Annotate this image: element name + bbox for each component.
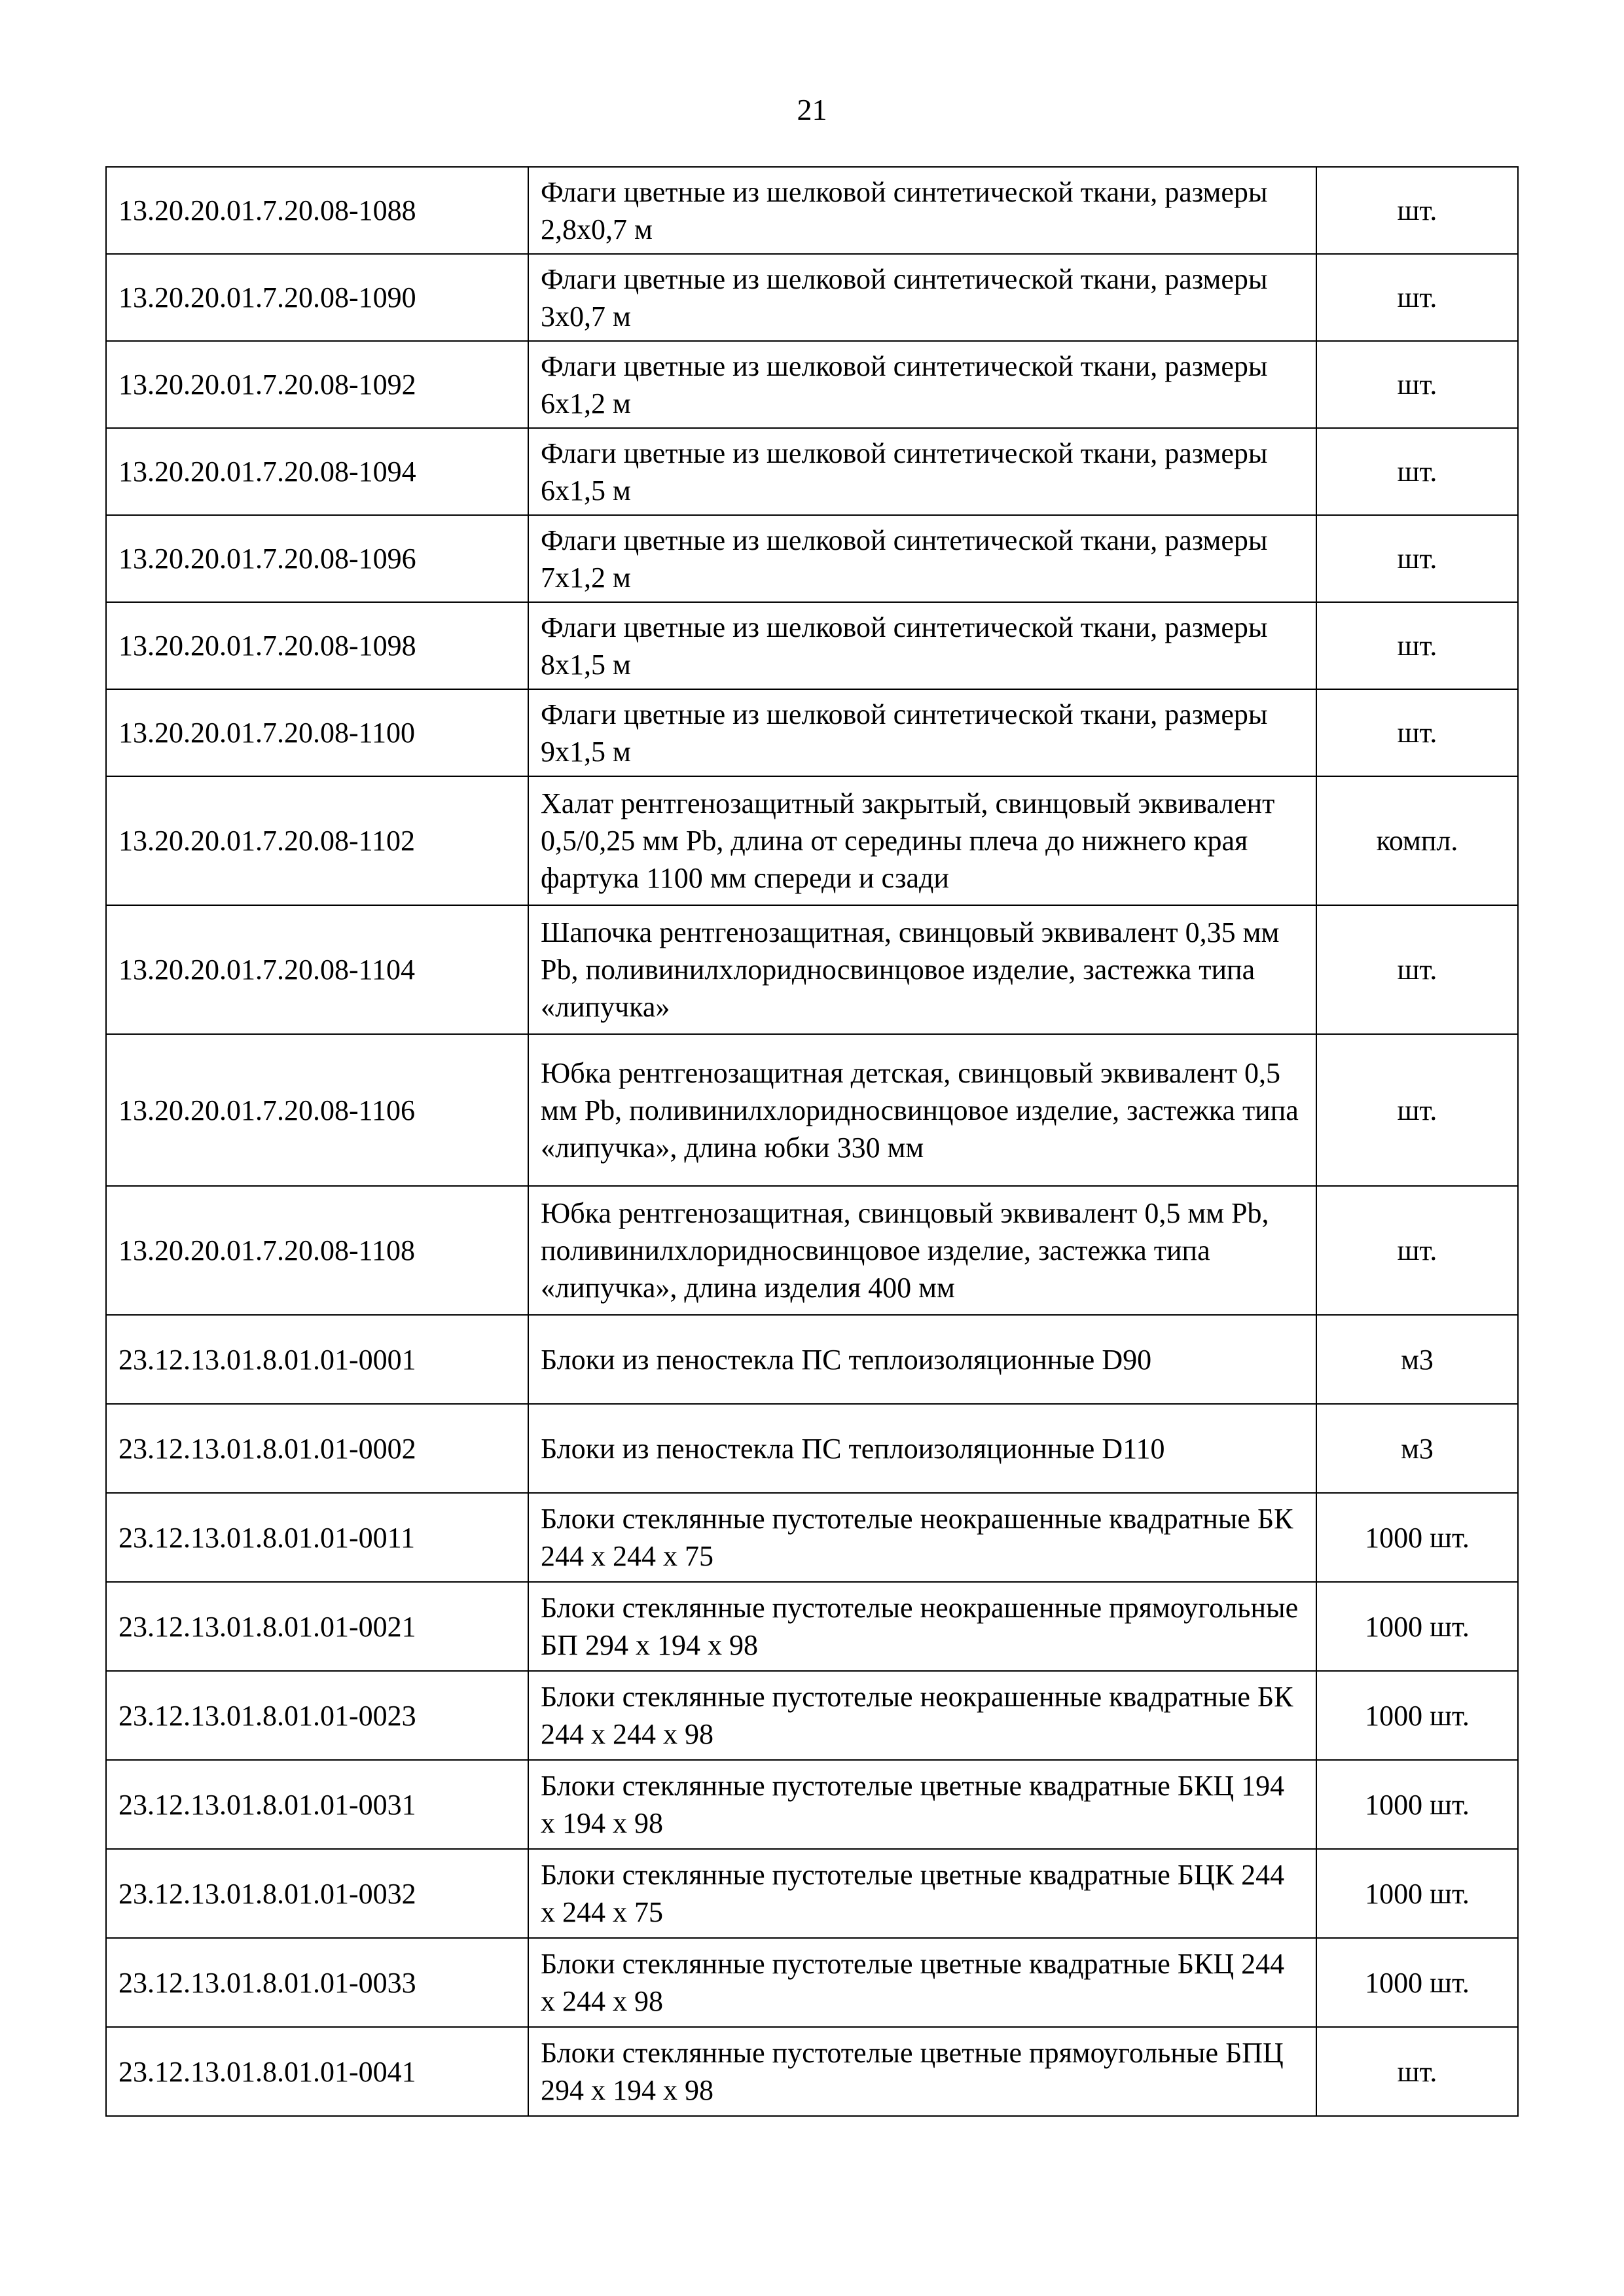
row-name: Блоки из пеностекла ПС теплоизоляционные D110 bbox=[528, 1404, 1316, 1493]
row-unit: шт. bbox=[1316, 602, 1518, 689]
row-code: 23.12.13.01.8.01.01-0031 bbox=[106, 1760, 528, 1849]
table-row bbox=[106, 2027, 1518, 2116]
row-code: 23.12.13.01.8.01.01-0021 bbox=[106, 1582, 528, 1671]
row-name: Блоки из пеностекла ПС теплоизоляционные D90 bbox=[528, 1315, 1316, 1404]
table-row bbox=[106, 341, 1518, 428]
table-row bbox=[106, 1493, 1518, 1582]
row-code: 13.20.20.01.7.20.08-1108 bbox=[106, 1186, 528, 1315]
row-name: Блоки стеклянные пустотелые неокрашенные прямоугольные БП 294 х 194 х 98 bbox=[528, 1582, 1316, 1671]
row-code: 13.20.20.01.7.20.08-1088 bbox=[106, 167, 528, 254]
table-row bbox=[106, 1582, 1518, 1671]
row-code: 23.12.13.01.8.01.01-0041 bbox=[106, 2027, 528, 2116]
row-name: Халат рентгенозащитный закрытый, свинцовый эквивалент 0,5/0,25 мм Pb, длина от середины плеча до нижнего края фартука 1100 мм спереди и сзади bbox=[528, 776, 1316, 905]
row-unit: компл. bbox=[1316, 776, 1518, 905]
row-name: Флаги цветные из шелковой синтетической ткани, размеры 3х0,7 м bbox=[528, 254, 1316, 341]
row-name: Флаги цветные из шелковой синтетической ткани, размеры 7х1,2 м bbox=[528, 515, 1316, 602]
row-unit: 1000 шт. bbox=[1316, 1582, 1518, 1671]
row-code: 23.12.13.01.8.01.01-0033 bbox=[106, 1938, 528, 2027]
table-row bbox=[106, 515, 1518, 602]
row-name: Флаги цветные из шелковой синтетической ткани, размеры 8х1,5 м bbox=[528, 602, 1316, 689]
row-name: Флаги цветные из шелковой синтетической ткани, размеры 2,8х0,7 м bbox=[528, 167, 1316, 254]
row-code: 13.20.20.01.7.20.08-1094 bbox=[106, 428, 528, 515]
row-code: 23.12.13.01.8.01.01-0001 bbox=[106, 1315, 528, 1404]
table-row bbox=[106, 1671, 1518, 1760]
row-code: 23.12.13.01.8.01.01-0023 bbox=[106, 1671, 528, 1760]
row-name: Флаги цветные из шелковой синтетической ткани, размеры 6х1,5 м bbox=[528, 428, 1316, 515]
row-unit: шт. bbox=[1316, 2027, 1518, 2116]
row-code: 23.12.13.01.8.01.01-0011 bbox=[106, 1493, 528, 1582]
row-name: Блоки стеклянные пустотелые неокрашенные квадратные БК 244 х 244 х 98 bbox=[528, 1671, 1316, 1760]
row-unit: шт. bbox=[1316, 428, 1518, 515]
row-code: 13.20.20.01.7.20.08-1104 bbox=[106, 905, 528, 1034]
row-unit: шт. bbox=[1316, 254, 1518, 341]
row-code: 13.20.20.01.7.20.08-1102 bbox=[106, 776, 528, 905]
row-unit: 1000 шт. bbox=[1316, 1671, 1518, 1760]
row-code: 23.12.13.01.8.01.01-0002 bbox=[106, 1404, 528, 1493]
row-unit: шт. bbox=[1316, 1186, 1518, 1315]
row-name: Флаги цветные из шелковой синтетической ткани, размеры 9х1,5 м bbox=[528, 689, 1316, 776]
row-name: Шапочка рентгенозащитная, свинцовый эквивалент 0,35 мм Pb, поливинилхлоридносвинцовое изделие, застежка типа «липучка» bbox=[528, 905, 1316, 1034]
row-code: 13.20.20.01.7.20.08-1090 bbox=[106, 254, 528, 341]
table-row bbox=[106, 428, 1518, 515]
row-code: 13.20.20.01.7.20.08-1096 bbox=[106, 515, 528, 602]
table-row bbox=[106, 1938, 1518, 2027]
row-name: Юбка рентгенозащитная детская, свинцовый эквивалент 0,5 мм Pb, поливинилхлоридносвинцовое изделие, застежка типа «липучка», длина юбки 330 мм bbox=[528, 1034, 1316, 1186]
row-code: 13.20.20.01.7.20.08-1106 bbox=[106, 1034, 528, 1186]
row-unit: 1000 шт. bbox=[1316, 1493, 1518, 1582]
table-row bbox=[106, 776, 1518, 905]
row-unit: 1000 шт. bbox=[1316, 1760, 1518, 1849]
row-unit: 1000 шт. bbox=[1316, 1938, 1518, 2027]
row-unit: 1000 шт. bbox=[1316, 1849, 1518, 1938]
row-unit: м3 bbox=[1316, 1404, 1518, 1493]
row-unit: шт. bbox=[1316, 167, 1518, 254]
row-name: Юбка рентгенозащитная, свинцовый эквивалент 0,5 мм Pb, поливинилхлоридносвинцовое изделие, застежка типа «липучка», длина изделия 400 мм bbox=[528, 1186, 1316, 1315]
row-code: 13.20.20.01.7.20.08-1098 bbox=[106, 602, 528, 689]
row-unit: шт. bbox=[1316, 341, 1518, 428]
row-code: 13.20.20.01.7.20.08-1092 bbox=[106, 341, 528, 428]
row-unit: шт. bbox=[1316, 689, 1518, 776]
table-row bbox=[106, 1034, 1518, 1186]
table-row bbox=[106, 1760, 1518, 1849]
row-name: Блоки стеклянные пустотелые цветные квадратные БКЦ 194 х 194 х 98 bbox=[528, 1760, 1316, 1849]
table-row bbox=[106, 1849, 1518, 1938]
table-row bbox=[106, 1315, 1518, 1404]
table-row bbox=[106, 689, 1518, 776]
table-row bbox=[106, 602, 1518, 689]
materials-table bbox=[105, 166, 1519, 2117]
table-row bbox=[106, 1186, 1518, 1315]
row-name: Блоки стеклянные пустотелые цветные квадратные БЦК 244 х 244 х 75 bbox=[528, 1849, 1316, 1938]
row-unit: шт. bbox=[1316, 1034, 1518, 1186]
row-name: Флаги цветные из шелковой синтетической ткани, размеры 6х1,2 м bbox=[528, 341, 1316, 428]
row-name: Блоки стеклянные пустотелые неокрашенные квадратные БК 244 х 244 х 75 bbox=[528, 1493, 1316, 1582]
page-number: 21 bbox=[797, 93, 827, 126]
table-row bbox=[106, 905, 1518, 1034]
row-code: 23.12.13.01.8.01.01-0032 bbox=[106, 1849, 528, 1938]
table-row bbox=[106, 254, 1518, 341]
row-unit: м3 bbox=[1316, 1315, 1518, 1404]
row-name: Блоки стеклянные пустотелые цветные прямоугольные БПЦ 294 х 194 х 98 bbox=[528, 2027, 1316, 2116]
row-code: 13.20.20.01.7.20.08-1100 bbox=[106, 689, 528, 776]
row-name: Блоки стеклянные пустотелые цветные квадратные БКЦ 244 х 244 х 98 bbox=[528, 1938, 1316, 2027]
row-unit: шт. bbox=[1316, 515, 1518, 602]
table-row bbox=[106, 1404, 1518, 1493]
table-row bbox=[106, 167, 1518, 254]
row-unit: шт. bbox=[1316, 905, 1518, 1034]
